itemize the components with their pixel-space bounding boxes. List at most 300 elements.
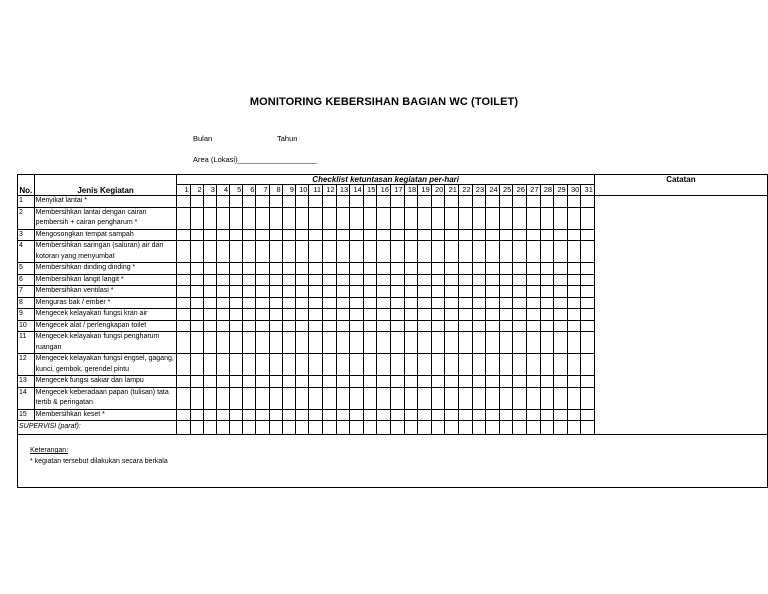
check-cell[interactable]	[363, 263, 377, 275]
paraf-cell[interactable]	[499, 421, 513, 435]
check-cell[interactable]	[390, 309, 404, 321]
check-cell[interactable]	[540, 286, 554, 298]
check-cell[interactable]	[350, 297, 364, 309]
check-cell[interactable]	[203, 241, 216, 263]
check-cell[interactable]	[350, 263, 364, 275]
check-cell[interactable]	[350, 320, 364, 332]
check-cell[interactable]	[363, 409, 377, 421]
check-cell[interactable]	[377, 274, 391, 286]
check-cell[interactable]	[472, 409, 486, 421]
check-cell[interactable]	[499, 207, 513, 229]
check-cell[interactable]	[177, 387, 190, 409]
check-cell[interactable]	[243, 320, 256, 332]
check-cell[interactable]	[554, 196, 568, 208]
check-cell[interactable]	[445, 274, 459, 286]
check-cell[interactable]	[581, 274, 595, 286]
paraf-cell[interactable]	[513, 421, 527, 435]
check-cell[interactable]	[350, 409, 364, 421]
check-cell[interactable]	[486, 207, 500, 229]
check-cell[interactable]	[190, 309, 203, 321]
paraf-cell[interactable]	[323, 421, 337, 435]
check-cell[interactable]	[377, 332, 391, 354]
check-cell[interactable]	[256, 409, 269, 421]
check-cell[interactable]	[309, 309, 323, 321]
check-cell[interactable]	[581, 241, 595, 263]
paraf-cell[interactable]	[472, 421, 486, 435]
check-cell[interactable]	[513, 241, 527, 263]
check-cell[interactable]	[377, 309, 391, 321]
paraf-cell[interactable]	[282, 421, 295, 435]
check-cell[interactable]	[295, 274, 309, 286]
check-cell[interactable]	[390, 297, 404, 309]
check-cell[interactable]	[554, 387, 568, 409]
check-cell[interactable]	[256, 241, 269, 263]
check-cell[interactable]	[309, 297, 323, 309]
check-cell[interactable]	[445, 409, 459, 421]
check-cell[interactable]	[243, 229, 256, 241]
check-cell[interactable]	[418, 274, 432, 286]
check-cell[interactable]	[554, 207, 568, 229]
check-cell[interactable]	[243, 309, 256, 321]
check-cell[interactable]	[513, 332, 527, 354]
check-cell[interactable]	[404, 297, 418, 309]
check-cell[interactable]	[390, 207, 404, 229]
check-cell[interactable]	[445, 196, 459, 208]
check-cell[interactable]	[458, 332, 472, 354]
check-cell[interactable]	[499, 376, 513, 388]
check-cell[interactable]	[295, 376, 309, 388]
check-cell[interactable]	[581, 229, 595, 241]
check-cell[interactable]	[472, 229, 486, 241]
check-cell[interactable]	[243, 286, 256, 298]
check-cell[interactable]	[295, 241, 309, 263]
check-cell[interactable]	[295, 409, 309, 421]
check-cell[interactable]	[445, 309, 459, 321]
check-cell[interactable]	[418, 207, 432, 229]
check-cell[interactable]	[230, 229, 243, 241]
check-cell[interactable]	[418, 354, 432, 376]
check-cell[interactable]	[581, 354, 595, 376]
check-cell[interactable]	[336, 354, 350, 376]
check-cell[interactable]	[256, 286, 269, 298]
check-cell[interactable]	[363, 320, 377, 332]
check-cell[interactable]	[404, 387, 418, 409]
paraf-cell[interactable]	[230, 421, 243, 435]
check-cell[interactable]	[390, 263, 404, 275]
check-cell[interactable]	[513, 274, 527, 286]
check-cell[interactable]	[282, 286, 295, 298]
check-cell[interactable]	[230, 376, 243, 388]
check-cell[interactable]	[256, 207, 269, 229]
check-cell[interactable]	[554, 376, 568, 388]
check-cell[interactable]	[177, 376, 190, 388]
check-cell[interactable]	[472, 354, 486, 376]
check-cell[interactable]	[336, 332, 350, 354]
check-cell[interactable]	[350, 274, 364, 286]
check-cell[interactable]	[458, 297, 472, 309]
check-cell[interactable]	[230, 354, 243, 376]
check-cell[interactable]	[243, 241, 256, 263]
check-cell[interactable]	[458, 387, 472, 409]
check-cell[interactable]	[499, 309, 513, 321]
check-cell[interactable]	[431, 241, 445, 263]
check-cell[interactable]	[418, 409, 432, 421]
check-cell[interactable]	[540, 309, 554, 321]
check-cell[interactable]	[243, 297, 256, 309]
check-cell[interactable]	[472, 274, 486, 286]
check-cell[interactable]	[269, 320, 282, 332]
check-cell[interactable]	[567, 297, 581, 309]
check-cell[interactable]	[350, 332, 364, 354]
check-cell[interactable]	[458, 309, 472, 321]
paraf-cell[interactable]	[243, 421, 256, 435]
check-cell[interactable]	[190, 229, 203, 241]
check-cell[interactable]	[472, 241, 486, 263]
check-cell[interactable]	[350, 376, 364, 388]
check-cell[interactable]	[567, 229, 581, 241]
check-cell[interactable]	[499, 286, 513, 298]
check-cell[interactable]	[190, 332, 203, 354]
check-cell[interactable]	[269, 263, 282, 275]
check-cell[interactable]	[309, 229, 323, 241]
check-cell[interactable]	[282, 274, 295, 286]
check-cell[interactable]	[177, 297, 190, 309]
check-cell[interactable]	[390, 409, 404, 421]
check-cell[interactable]	[256, 309, 269, 321]
check-cell[interactable]	[486, 354, 500, 376]
check-cell[interactable]	[190, 320, 203, 332]
check-cell[interactable]	[377, 297, 391, 309]
check-cell[interactable]	[203, 297, 216, 309]
check-cell[interactable]	[203, 286, 216, 298]
check-cell[interactable]	[486, 286, 500, 298]
check-cell[interactable]	[431, 387, 445, 409]
check-cell[interactable]	[390, 320, 404, 332]
check-cell[interactable]	[390, 229, 404, 241]
paraf-cell[interactable]	[404, 421, 418, 435]
check-cell[interactable]	[581, 376, 595, 388]
check-cell[interactable]	[216, 263, 229, 275]
check-cell[interactable]	[323, 332, 337, 354]
check-cell[interactable]	[269, 241, 282, 263]
check-cell[interactable]	[458, 409, 472, 421]
check-cell[interactable]	[216, 241, 229, 263]
check-cell[interactable]	[190, 286, 203, 298]
check-cell[interactable]	[472, 207, 486, 229]
check-cell[interactable]	[377, 409, 391, 421]
check-cell[interactable]	[363, 387, 377, 409]
check-cell[interactable]	[309, 207, 323, 229]
check-cell[interactable]	[567, 354, 581, 376]
check-cell[interactable]	[309, 196, 323, 208]
check-cell[interactable]	[540, 354, 554, 376]
paraf-cell[interactable]	[295, 421, 309, 435]
paraf-cell[interactable]	[431, 421, 445, 435]
check-cell[interactable]	[230, 332, 243, 354]
check-cell[interactable]	[540, 387, 554, 409]
check-cell[interactable]	[458, 229, 472, 241]
check-cell[interactable]	[540, 274, 554, 286]
check-cell[interactable]	[323, 354, 337, 376]
paraf-cell[interactable]	[526, 421, 540, 435]
check-cell[interactable]	[540, 196, 554, 208]
check-cell[interactable]	[445, 387, 459, 409]
check-cell[interactable]	[323, 196, 337, 208]
check-cell[interactable]	[418, 376, 432, 388]
check-cell[interactable]	[513, 196, 527, 208]
check-cell[interactable]	[282, 387, 295, 409]
check-cell[interactable]	[203, 263, 216, 275]
check-cell[interactable]	[499, 196, 513, 208]
check-cell[interactable]	[554, 354, 568, 376]
check-cell[interactable]	[177, 409, 190, 421]
check-cell[interactable]	[445, 263, 459, 275]
check-cell[interactable]	[431, 320, 445, 332]
check-cell[interactable]	[404, 241, 418, 263]
check-cell[interactable]	[190, 297, 203, 309]
check-cell[interactable]	[269, 354, 282, 376]
check-cell[interactable]	[323, 376, 337, 388]
check-cell[interactable]	[581, 263, 595, 275]
check-cell[interactable]	[216, 387, 229, 409]
check-cell[interactable]	[256, 229, 269, 241]
check-cell[interactable]	[540, 241, 554, 263]
check-cell[interactable]	[350, 229, 364, 241]
check-cell[interactable]	[431, 274, 445, 286]
check-cell[interactable]	[513, 263, 527, 275]
check-cell[interactable]	[309, 274, 323, 286]
check-cell[interactable]	[269, 376, 282, 388]
check-cell[interactable]	[295, 320, 309, 332]
check-cell[interactable]	[230, 409, 243, 421]
check-cell[interactable]	[282, 320, 295, 332]
check-cell[interactable]	[554, 263, 568, 275]
check-cell[interactable]	[282, 376, 295, 388]
paraf-cell[interactable]	[445, 421, 459, 435]
check-cell[interactable]	[499, 332, 513, 354]
check-cell[interactable]	[445, 229, 459, 241]
check-cell[interactable]	[243, 332, 256, 354]
check-cell[interactable]	[216, 196, 229, 208]
check-cell[interactable]	[336, 229, 350, 241]
check-cell[interactable]	[203, 332, 216, 354]
check-cell[interactable]	[458, 320, 472, 332]
check-cell[interactable]	[458, 196, 472, 208]
check-cell[interactable]	[418, 286, 432, 298]
paraf-cell[interactable]	[336, 421, 350, 435]
paraf-cell[interactable]	[554, 421, 568, 435]
check-cell[interactable]	[418, 320, 432, 332]
check-cell[interactable]	[526, 207, 540, 229]
check-cell[interactable]	[458, 207, 472, 229]
check-cell[interactable]	[581, 309, 595, 321]
check-cell[interactable]	[390, 354, 404, 376]
check-cell[interactable]	[418, 387, 432, 409]
check-cell[interactable]	[230, 241, 243, 263]
check-cell[interactable]	[377, 376, 391, 388]
check-cell[interactable]	[323, 309, 337, 321]
check-cell[interactable]	[581, 387, 595, 409]
check-cell[interactable]	[309, 286, 323, 298]
check-cell[interactable]	[567, 376, 581, 388]
check-cell[interactable]	[350, 387, 364, 409]
check-cell[interactable]	[256, 354, 269, 376]
check-cell[interactable]	[404, 409, 418, 421]
check-cell[interactable]	[499, 320, 513, 332]
check-cell[interactable]	[526, 263, 540, 275]
check-cell[interactable]	[177, 241, 190, 263]
check-cell[interactable]	[390, 274, 404, 286]
check-cell[interactable]	[431, 409, 445, 421]
check-cell[interactable]	[190, 409, 203, 421]
check-cell[interactable]	[540, 263, 554, 275]
check-cell[interactable]	[323, 274, 337, 286]
check-cell[interactable]	[363, 286, 377, 298]
check-cell[interactable]	[282, 196, 295, 208]
check-cell[interactable]	[431, 263, 445, 275]
check-cell[interactable]	[418, 229, 432, 241]
check-cell[interactable]	[336, 297, 350, 309]
check-cell[interactable]	[513, 229, 527, 241]
check-cell[interactable]	[363, 297, 377, 309]
check-cell[interactable]	[295, 332, 309, 354]
check-cell[interactable]	[282, 207, 295, 229]
check-cell[interactable]	[418, 297, 432, 309]
check-cell[interactable]	[230, 196, 243, 208]
check-cell[interactable]	[472, 332, 486, 354]
check-cell[interactable]	[282, 332, 295, 354]
check-cell[interactable]	[230, 320, 243, 332]
check-cell[interactable]	[513, 297, 527, 309]
check-cell[interactable]	[526, 332, 540, 354]
check-cell[interactable]	[486, 332, 500, 354]
check-cell[interactable]	[567, 320, 581, 332]
check-cell[interactable]	[554, 229, 568, 241]
check-cell[interactable]	[203, 207, 216, 229]
check-cell[interactable]	[540, 376, 554, 388]
check-cell[interactable]	[390, 376, 404, 388]
check-cell[interactable]	[390, 286, 404, 298]
check-cell[interactable]	[404, 207, 418, 229]
check-cell[interactable]	[486, 409, 500, 421]
check-cell[interactable]	[472, 297, 486, 309]
check-cell[interactable]	[513, 376, 527, 388]
check-cell[interactable]	[336, 196, 350, 208]
check-cell[interactable]	[295, 297, 309, 309]
check-cell[interactable]	[243, 196, 256, 208]
check-cell[interactable]	[554, 274, 568, 286]
check-cell[interactable]	[363, 309, 377, 321]
check-cell[interactable]	[486, 309, 500, 321]
check-cell[interactable]	[269, 309, 282, 321]
check-cell[interactable]	[540, 409, 554, 421]
check-cell[interactable]	[216, 207, 229, 229]
check-cell[interactable]	[282, 263, 295, 275]
check-cell[interactable]	[526, 196, 540, 208]
check-cell[interactable]	[581, 196, 595, 208]
check-cell[interactable]	[458, 354, 472, 376]
check-cell[interactable]	[363, 207, 377, 229]
check-cell[interactable]	[203, 309, 216, 321]
check-cell[interactable]	[269, 196, 282, 208]
check-cell[interactable]	[431, 286, 445, 298]
check-cell[interactable]	[323, 320, 337, 332]
check-cell[interactable]	[243, 387, 256, 409]
check-cell[interactable]	[216, 320, 229, 332]
paraf-cell[interactable]	[350, 421, 364, 435]
check-cell[interactable]	[309, 263, 323, 275]
check-cell[interactable]	[350, 196, 364, 208]
check-cell[interactable]	[377, 387, 391, 409]
check-cell[interactable]	[526, 241, 540, 263]
check-cell[interactable]	[513, 207, 527, 229]
check-cell[interactable]	[554, 332, 568, 354]
check-cell[interactable]	[567, 196, 581, 208]
check-cell[interactable]	[486, 241, 500, 263]
check-cell[interactable]	[377, 286, 391, 298]
paraf-cell[interactable]	[390, 421, 404, 435]
check-cell[interactable]	[323, 297, 337, 309]
check-cell[interactable]	[499, 229, 513, 241]
check-cell[interactable]	[458, 376, 472, 388]
check-cell[interactable]	[458, 263, 472, 275]
check-cell[interactable]	[282, 354, 295, 376]
check-cell[interactable]	[567, 274, 581, 286]
check-cell[interactable]	[445, 286, 459, 298]
check-cell[interactable]	[458, 241, 472, 263]
check-cell[interactable]	[336, 309, 350, 321]
check-cell[interactable]	[203, 229, 216, 241]
paraf-cell[interactable]	[567, 421, 581, 435]
check-cell[interactable]	[445, 354, 459, 376]
check-cell[interactable]	[269, 409, 282, 421]
check-cell[interactable]	[309, 241, 323, 263]
paraf-cell[interactable]	[540, 421, 554, 435]
check-cell[interactable]	[418, 263, 432, 275]
check-cell[interactable]	[309, 387, 323, 409]
check-cell[interactable]	[230, 274, 243, 286]
check-cell[interactable]	[309, 376, 323, 388]
check-cell[interactable]	[323, 286, 337, 298]
check-cell[interactable]	[363, 241, 377, 263]
check-cell[interactable]	[363, 376, 377, 388]
check-cell[interactable]	[404, 274, 418, 286]
check-cell[interactable]	[486, 297, 500, 309]
check-cell[interactable]	[513, 354, 527, 376]
check-cell[interactable]	[363, 332, 377, 354]
check-cell[interactable]	[526, 320, 540, 332]
check-cell[interactable]	[216, 229, 229, 241]
check-cell[interactable]	[486, 274, 500, 286]
check-cell[interactable]	[404, 332, 418, 354]
check-cell[interactable]	[323, 387, 337, 409]
check-cell[interactable]	[567, 409, 581, 421]
check-cell[interactable]	[336, 387, 350, 409]
check-cell[interactable]	[404, 286, 418, 298]
check-cell[interactable]	[513, 309, 527, 321]
check-cell[interactable]	[581, 207, 595, 229]
check-cell[interactable]	[350, 241, 364, 263]
check-cell[interactable]	[295, 196, 309, 208]
check-cell[interactable]	[256, 376, 269, 388]
check-cell[interactable]	[540, 297, 554, 309]
check-cell[interactable]	[526, 297, 540, 309]
check-cell[interactable]	[431, 297, 445, 309]
check-cell[interactable]	[256, 263, 269, 275]
check-cell[interactable]	[472, 387, 486, 409]
check-cell[interactable]	[309, 332, 323, 354]
check-cell[interactable]	[499, 297, 513, 309]
